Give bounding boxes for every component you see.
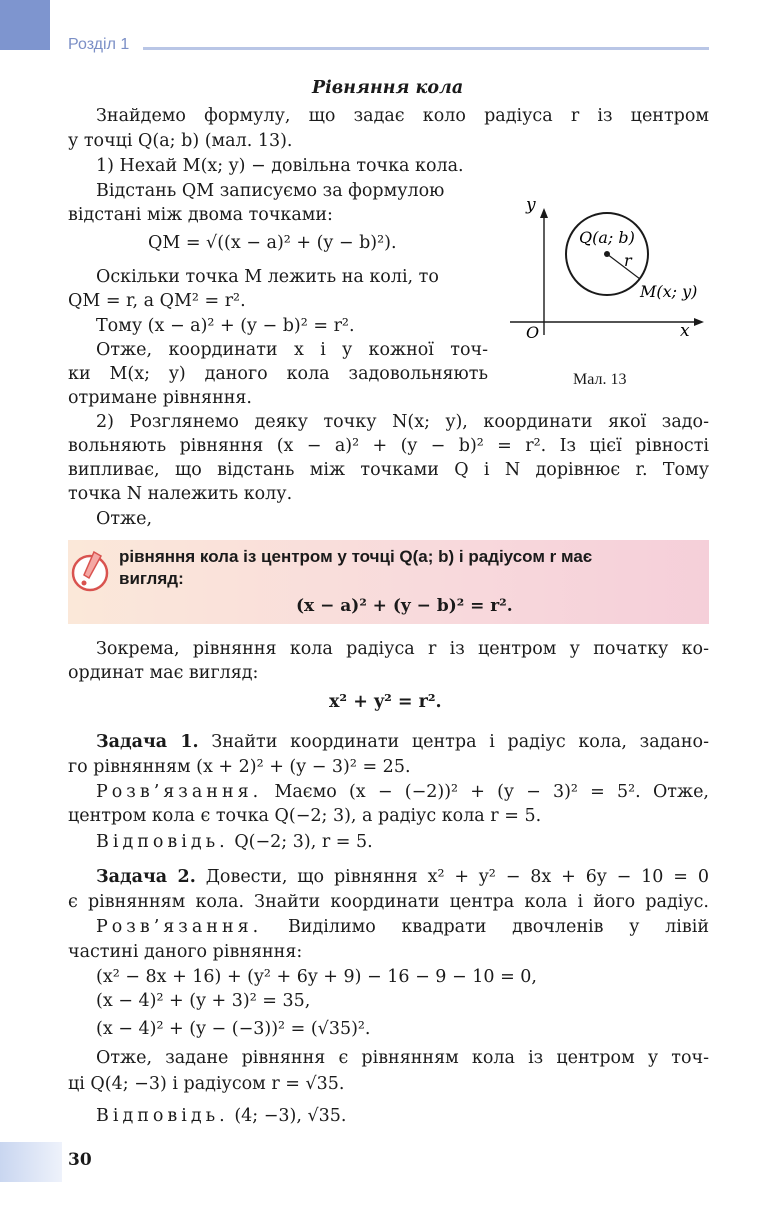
center-label: Q(a; b) [579, 228, 635, 247]
y-axis-label: y [526, 195, 536, 215]
step2-line-5: Отже, [96, 509, 153, 529]
task2-statement-2: є рівнянням кола. Знайти координати центра кола і його радіус. [68, 892, 709, 912]
circle-equation: (x − a)² + (y − b)² = r². [296, 596, 513, 616]
task2-answer-label: Відповідь. [96, 1106, 229, 1126]
y-axis-arrow-icon [540, 208, 548, 218]
intro-line-2: у точці Q(a; b) (мал. 13). [68, 131, 293, 151]
task2-solution-1: Розв’язання. Виділимо квадрати двочленів у лівій [96, 917, 709, 937]
step1-line-3: відстані між двома точками: [68, 205, 333, 225]
step2-line-3: випливає, що відстань між точками Q і N дорівнює r. Тому [68, 460, 709, 480]
task1-solution-1: Розв’язання. Маємо (x − (−2))² + (y − 3)² = 5². Отже, [96, 782, 709, 802]
step2-line-4: точка N належить колу. [68, 484, 293, 504]
x-axis-arrow-icon [694, 318, 704, 326]
step1-after-2: QM = r, а QM² = r². [68, 291, 246, 311]
page-number: 30 [68, 1150, 92, 1170]
footer-accent [0, 1142, 62, 1182]
x-axis-label: x [680, 321, 690, 341]
task2-equation-1: (x² − 8x + 16) + (y² + 6y + 9) − 16 − 9 − 10 = 0, [96, 967, 537, 987]
callout-line-2: вигляд: [119, 569, 184, 588]
task2-conclusion-2: ці Q(4; −3) і радіусом r = √35. [68, 1074, 345, 1094]
intro-line-1: Знайдемо формулу, що задає коло радіуса r із центром [96, 106, 709, 126]
distance-formula: QM = √((x − a)² + (y − b)²). [148, 233, 397, 253]
step1-after-6: отримане рівняння. [68, 388, 252, 408]
section-title: Рівняння кола [312, 78, 464, 98]
task1-answer-label: Відповідь. [96, 832, 229, 852]
task2-conclusion-1: Отже, задане рівняння є рівнянням кола із центром у точ- [96, 1048, 709, 1068]
step1-after-1: Оскільки точка M лежить на колі, то [96, 267, 439, 287]
step2-line-1: 2) Розглянемо деяку точку N(x; y), координати якої задо- [96, 412, 709, 432]
figure-13 [500, 190, 715, 395]
special-line-1: Зокрема, рівняння кола радіуса r із центром у початку ко- [96, 639, 709, 659]
task2-solution-label: Розв’язання. [96, 917, 263, 937]
section-label: Розділ 1 [68, 36, 130, 53]
definition-callout [68, 540, 709, 624]
figure-caption: Мал. 13 [573, 371, 627, 388]
point-label: M(x; y) [640, 282, 698, 301]
task1-solution-label: Розв’язання. [96, 782, 263, 802]
task1-statement-2: го рівнянням (x + 2)² + (y − 3)² = 25. [68, 757, 411, 777]
task2-label: Задача 2. [96, 867, 196, 887]
task1-solution-2: центром кола є точка Q(−2; 3), а радіус кола r = 5. [68, 806, 542, 826]
task2-equation-3: (x − 4)² + (y − (−3))² = (√35)². [96, 1019, 371, 1039]
task1-answer: Відповідь. Q(−2; 3), r = 5. [96, 832, 373, 852]
task2-solution-2: частині даного рівняння: [68, 942, 303, 962]
step1-after-4: Отже, координати x і y кожної точ- [96, 340, 488, 360]
corner-accent [0, 0, 50, 50]
radius-label: r [624, 251, 632, 270]
origin-circle-equation: x² + y² = r². [329, 692, 442, 712]
step1-after-3: Тому (x − a)² + (y − b)² = r². [96, 316, 355, 336]
header-rule [143, 47, 709, 50]
step2-line-2: вольняють рівняння (x − a)² + (y − b)² = r². Із цієї рівності [68, 436, 709, 456]
special-line-2: ординат має вигляд: [68, 663, 259, 683]
task2-answer: Відповідь. (4; −3), √35. [96, 1106, 347, 1126]
origin-label: O [526, 323, 540, 342]
step1-line-2: Відстань QM записуємо за формулою [96, 181, 445, 201]
exclamation-icon [70, 548, 112, 594]
task1-statement-1: Задача 1. Знайти координати центра і радіус кола, задано- [96, 732, 709, 752]
step1-after-5: ки M(x; y) даного кола задовольняють [68, 364, 488, 384]
task1-label: Задача 1. [96, 732, 199, 752]
step1-line-1: 1) Нехай M(x; y) − довільна точка кола. [96, 156, 464, 176]
task2-equation-2: (x − 4)² + (y + 3)² = 35, [96, 991, 311, 1011]
callout-line-1: рівняння кола із центром у точці Q(a; b) і радіусом r має [119, 547, 593, 566]
task2-statement-1: Задача 2. Довести, що рівняння x² + y² − 8x + 6y − 10 = 0 [96, 867, 709, 887]
